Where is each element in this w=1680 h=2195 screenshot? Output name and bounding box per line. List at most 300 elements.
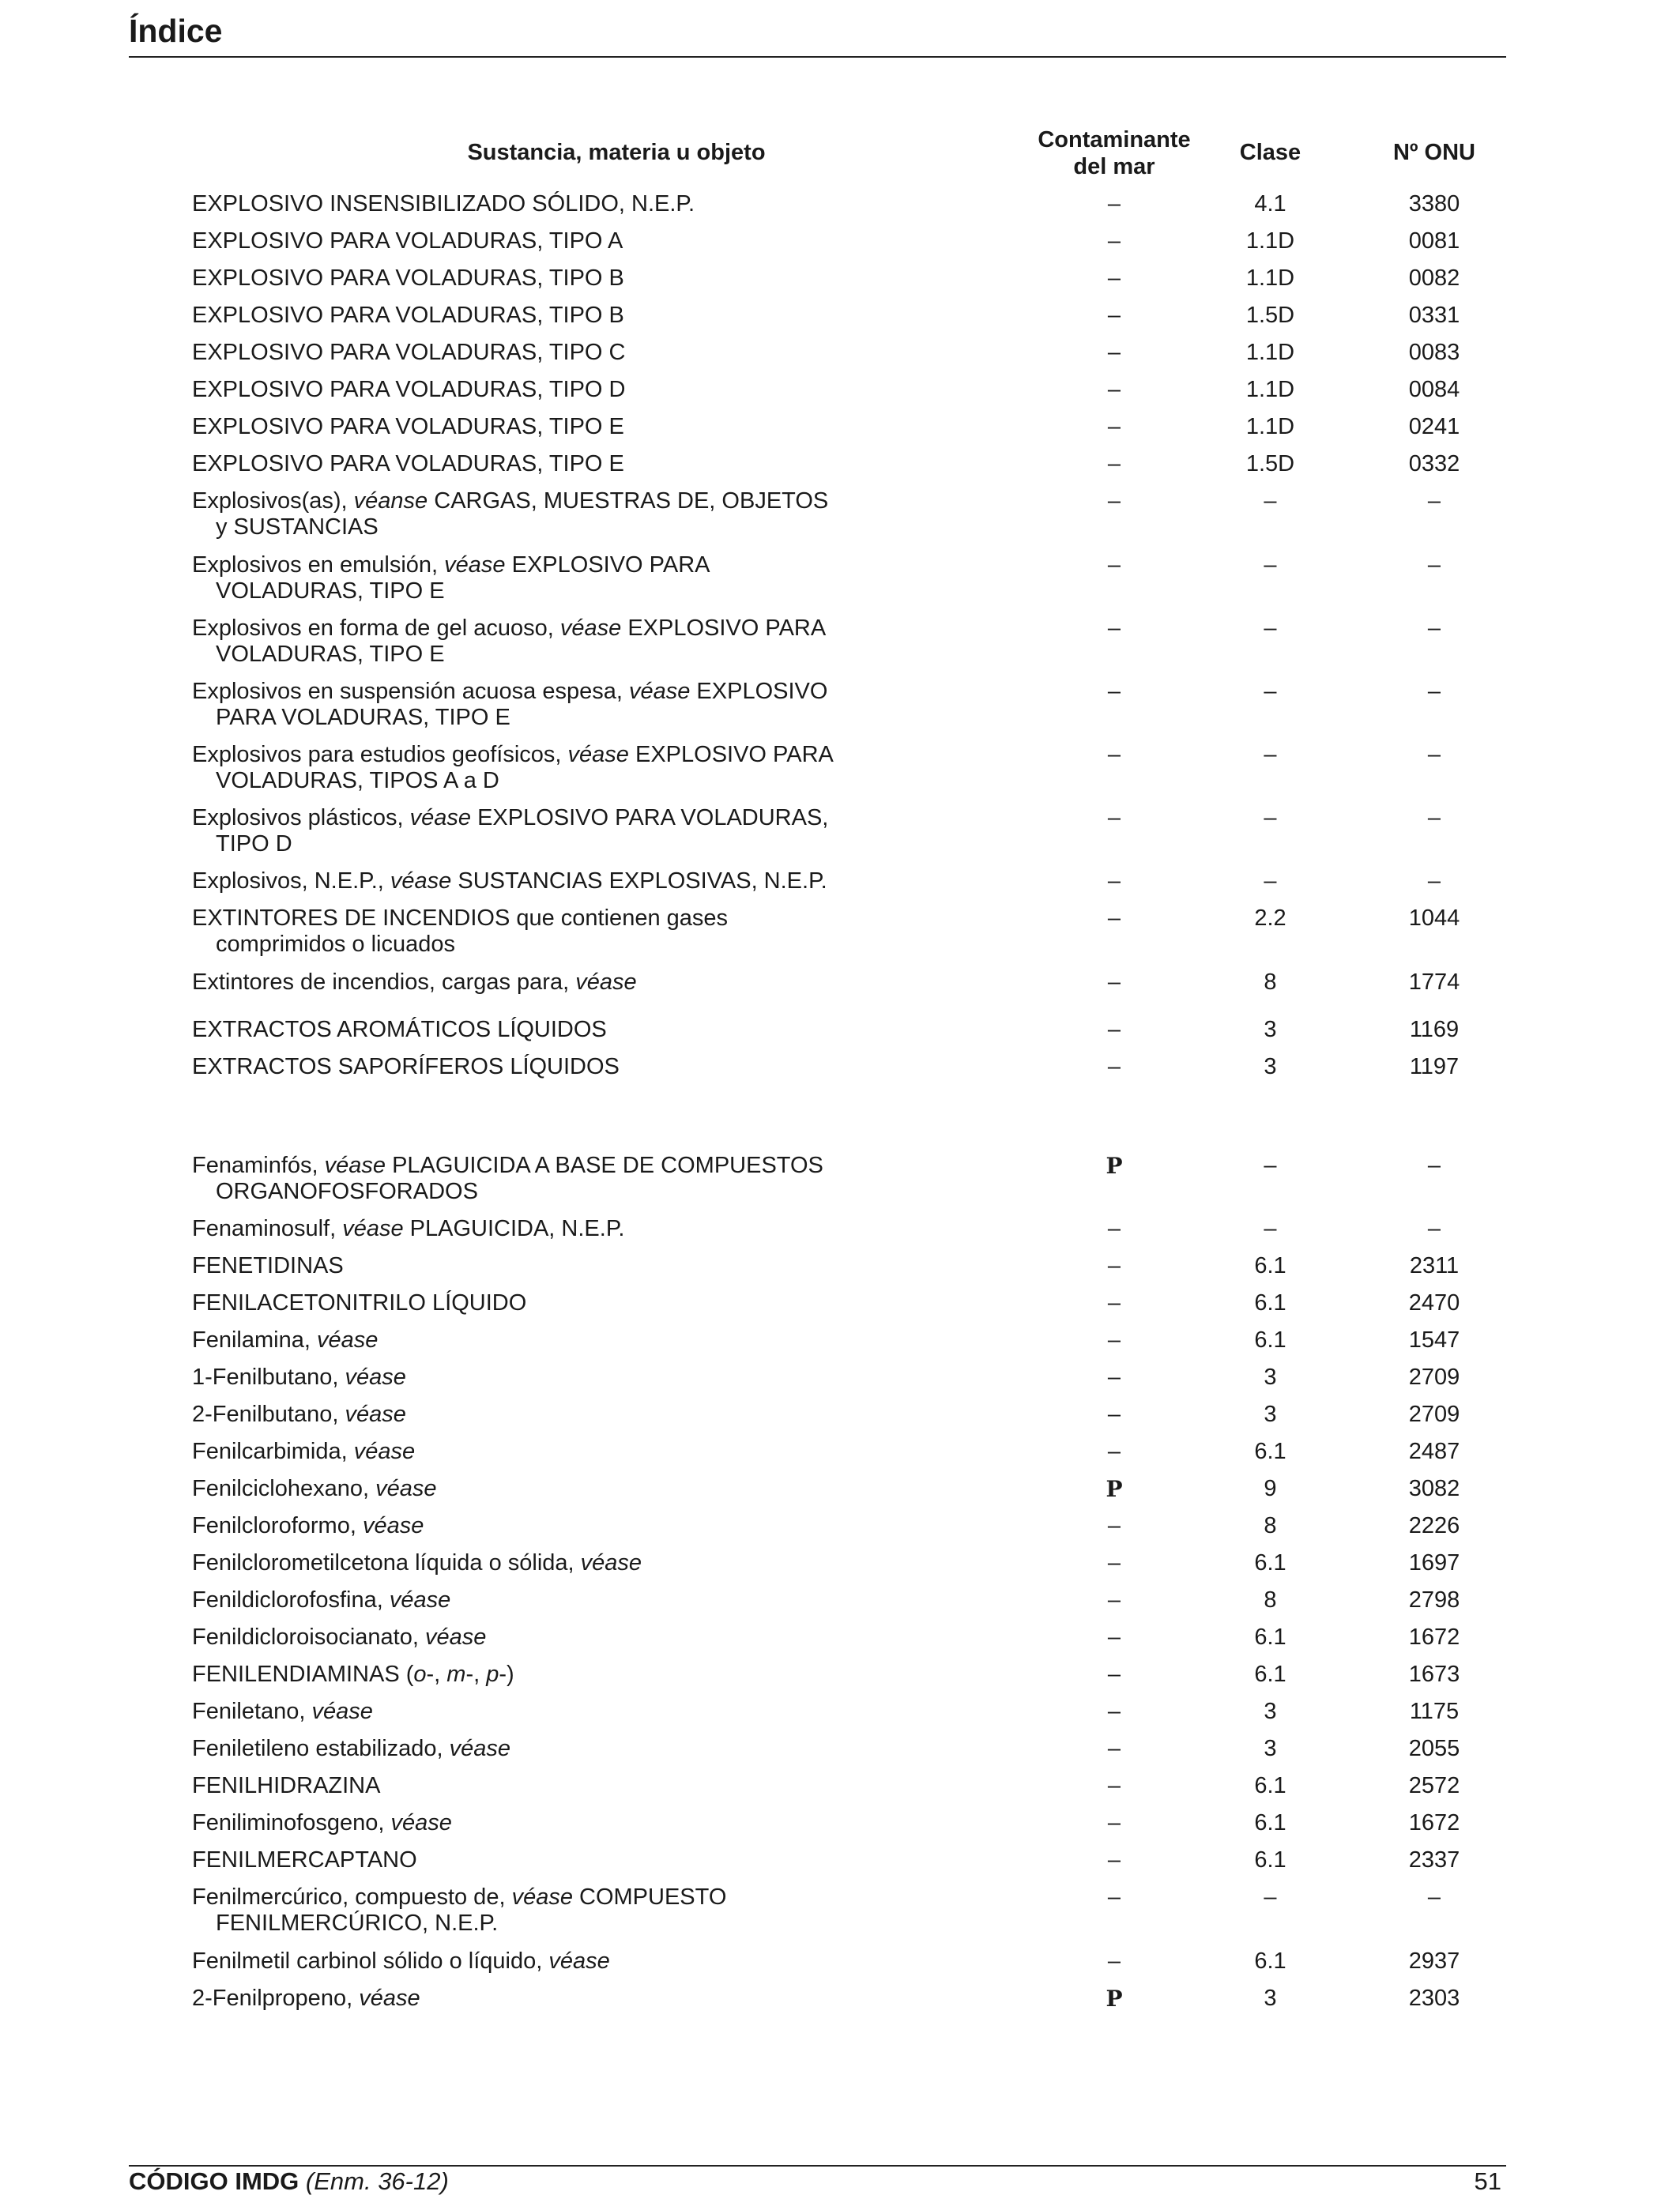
substance-name bbox=[192, 969, 637, 995]
un-number-cell: – bbox=[1427, 805, 1441, 830]
see-reference-text: véase bbox=[359, 1986, 420, 2011]
substance-cell bbox=[192, 340, 864, 366]
substance-name bbox=[192, 1439, 415, 1464]
entry-text: PLAGUICIDA A BASE DE COMPUESTOS bbox=[386, 1153, 823, 1178]
see-reference-text: véase bbox=[548, 1948, 610, 1974]
class-cell: – bbox=[1264, 679, 1277, 704]
column-header-substance: Sustancia, materia u objeto bbox=[467, 140, 766, 165]
entry-text: COMPUESTO bbox=[572, 1884, 727, 1910]
entry-text: Explosivos para estudios geofísicos, bbox=[192, 742, 568, 767]
entry-text: EXTRACTOS AROMÁTICOS LÍQUIDOS bbox=[192, 1017, 607, 1042]
see-reference-text: véase bbox=[559, 616, 622, 641]
class-cell: 8 bbox=[1264, 1587, 1277, 1613]
entry-text: EXPLOSIVO bbox=[690, 679, 828, 704]
class-cell: 6.1 bbox=[1254, 1625, 1286, 1650]
substance-name-continuation bbox=[192, 642, 864, 668]
substance-name bbox=[192, 1290, 526, 1316]
substance-name bbox=[192, 1699, 373, 1724]
class-cell: 6.1 bbox=[1254, 1662, 1286, 1687]
substance-cell bbox=[192, 1054, 864, 1080]
entry-text: Explosivos(as), bbox=[192, 488, 354, 514]
class-cell: 1.5D bbox=[1245, 303, 1295, 328]
substance-cell bbox=[192, 1625, 864, 1651]
un-number-cell: – bbox=[1427, 1153, 1441, 1178]
class-cell: 1.1D bbox=[1245, 228, 1295, 254]
see-reference-text: véase bbox=[444, 552, 506, 578]
substance-cell bbox=[192, 265, 864, 292]
entry-text: Explosivos en suspensión acuosa espesa, bbox=[192, 679, 629, 704]
entry-text: 2-Fenilpropeno, bbox=[192, 1986, 360, 2011]
see-reference-text: véase bbox=[375, 1476, 437, 1501]
class-cell: 3 bbox=[1264, 1402, 1277, 1427]
marine-pollutant-cell: – bbox=[1107, 1810, 1121, 1835]
marine-pollutant-cell: – bbox=[1107, 303, 1121, 328]
entry-text: EXPLOSIVO PARA VOLADURAS, bbox=[471, 805, 829, 830]
un-number-cell: – bbox=[1427, 488, 1441, 514]
marine-pollutant-cell: – bbox=[1107, 488, 1121, 514]
substance-name bbox=[192, 1017, 607, 1042]
substance-name bbox=[192, 451, 624, 476]
marine-pollutant-cell: – bbox=[1107, 1402, 1121, 1427]
un-number-cell: 1673 bbox=[1408, 1662, 1460, 1687]
entry-text: FENILENDIAMINAS ( bbox=[192, 1662, 414, 1687]
substance-cell bbox=[192, 1365, 864, 1391]
substance-cell bbox=[192, 377, 864, 403]
marine-pollutant-cell: – bbox=[1107, 1365, 1121, 1390]
substance-name bbox=[192, 1847, 417, 1873]
entry-text: y SUSTANCIAS bbox=[216, 514, 379, 540]
un-number-cell: 0082 bbox=[1408, 265, 1460, 291]
entry-text: VOLADURAS, TIPOS A a D bbox=[216, 768, 499, 793]
class-cell: 1.1D bbox=[1245, 340, 1295, 365]
un-number-cell: 2709 bbox=[1408, 1402, 1460, 1427]
entry-text: comprimidos o licuados bbox=[216, 932, 456, 957]
class-cell: 6.1 bbox=[1254, 1773, 1286, 1798]
substance-name bbox=[192, 1736, 510, 1761]
un-number-cell: 2798 bbox=[1408, 1587, 1460, 1613]
substance-name bbox=[192, 742, 834, 767]
see-reference-text: p bbox=[486, 1662, 499, 1687]
un-number-cell: 2303 bbox=[1408, 1986, 1460, 2011]
un-number-cell: 1044 bbox=[1408, 905, 1460, 931]
marine-pollutant-cell: – bbox=[1107, 616, 1121, 641]
class-cell: 8 bbox=[1264, 1513, 1277, 1538]
entry-text: Feniletileno estabilizado, bbox=[192, 1736, 450, 1761]
marine-pollutant-cell: – bbox=[1107, 1327, 1121, 1353]
entry-text: -, bbox=[465, 1662, 487, 1687]
class-cell: 6.1 bbox=[1254, 1439, 1286, 1464]
substance-name bbox=[192, 228, 623, 254]
class-cell: 1.1D bbox=[1245, 414, 1295, 439]
un-number-cell: 1672 bbox=[1408, 1810, 1460, 1835]
substance-cell bbox=[192, 1736, 864, 1762]
entry-text: EXPLOSIVO PARA bbox=[505, 552, 710, 578]
substance-name-continuation bbox=[192, 514, 864, 540]
see-reference-text: véase bbox=[409, 805, 472, 830]
substance-name bbox=[192, 1402, 406, 1427]
see-reference-text: véase bbox=[449, 1736, 511, 1761]
class-cell: 6.1 bbox=[1254, 1290, 1286, 1316]
see-reference-text: véase bbox=[324, 1153, 386, 1178]
substance-name-continuation bbox=[192, 1911, 864, 1937]
substance-cell bbox=[192, 1847, 864, 1873]
marine-pollutant-cell: P bbox=[1106, 1986, 1123, 2012]
substance-name bbox=[192, 552, 710, 578]
substance-cell bbox=[192, 191, 864, 217]
class-cell: 6.1 bbox=[1254, 1847, 1286, 1873]
class-cell: 3 bbox=[1264, 1017, 1277, 1042]
class-cell: 6.1 bbox=[1254, 1550, 1286, 1576]
substance-cell bbox=[192, 1884, 864, 1937]
marine-pollutant-cell: – bbox=[1107, 1699, 1121, 1724]
see-reference-text: véase bbox=[390, 868, 452, 894]
page-number: 51 bbox=[1474, 2167, 1501, 2195]
substance-name bbox=[192, 1884, 726, 1910]
substance-name bbox=[192, 414, 624, 439]
substance-cell bbox=[192, 1476, 864, 1502]
un-number-cell: 2337 bbox=[1408, 1847, 1460, 1873]
class-cell: 3 bbox=[1264, 1736, 1277, 1761]
class-cell: – bbox=[1264, 742, 1277, 767]
marine-pollutant-cell: – bbox=[1107, 1017, 1121, 1042]
un-number-cell: – bbox=[1427, 1216, 1441, 1241]
substance-name bbox=[192, 1550, 642, 1576]
marine-pollutant-cell: – bbox=[1107, 1736, 1121, 1761]
un-number-cell: – bbox=[1427, 616, 1441, 641]
un-number-cell: 0241 bbox=[1408, 414, 1460, 439]
substance-cell bbox=[192, 1986, 864, 2012]
substance-cell bbox=[192, 1216, 864, 1242]
entry-text: Explosivos en forma de gel acuoso, bbox=[192, 616, 560, 641]
class-cell: – bbox=[1264, 805, 1277, 830]
un-number-cell: 1197 bbox=[1409, 1054, 1460, 1079]
marine-pollutant-cell: – bbox=[1107, 552, 1121, 578]
class-cell: 6.1 bbox=[1254, 1253, 1286, 1278]
substance-cell bbox=[192, 1153, 864, 1205]
substance-cell bbox=[192, 1662, 864, 1688]
marine-pollutant-cell: – bbox=[1107, 905, 1121, 931]
class-cell: 3 bbox=[1264, 1365, 1277, 1390]
un-number-cell: 2470 bbox=[1408, 1290, 1460, 1316]
substance-name bbox=[192, 303, 624, 328]
substance-name bbox=[192, 1587, 450, 1613]
un-number-cell: 0083 bbox=[1408, 340, 1460, 365]
un-number-cell: 1175 bbox=[1409, 1699, 1460, 1724]
un-number-cell: 0084 bbox=[1408, 377, 1460, 402]
un-number-cell: – bbox=[1427, 868, 1441, 894]
marine-pollutant-cell: – bbox=[1107, 1884, 1121, 1910]
substance-cell bbox=[192, 488, 864, 540]
entry-text: 2-Fenilbutano, bbox=[192, 1402, 345, 1427]
entry-text: ORGANOFOSFORADOS bbox=[216, 1179, 478, 1204]
class-cell: – bbox=[1264, 1216, 1277, 1241]
entry-text: Fenilcloroformo, bbox=[192, 1513, 363, 1538]
class-cell: – bbox=[1264, 488, 1277, 514]
entry-text: EXPLOSIVO PARA VOLADURAS, TIPO B bbox=[192, 265, 624, 291]
footer-code: CÓDIGO IMDG bbox=[129, 2167, 299, 2195]
marine-pollutant-cell: – bbox=[1107, 340, 1121, 365]
class-cell: 3 bbox=[1264, 1054, 1277, 1079]
entry-text: EXPLOSIVO PARA VOLADURAS, TIPO E bbox=[192, 414, 624, 439]
substance-cell bbox=[192, 1290, 864, 1316]
substance-name-continuation bbox=[192, 831, 864, 857]
marine-pollutant-cell: – bbox=[1107, 1216, 1121, 1241]
un-number-cell: 2311 bbox=[1409, 1253, 1460, 1278]
class-cell: 1.1D bbox=[1245, 377, 1295, 402]
class-cell: 4.1 bbox=[1254, 191, 1286, 216]
substance-name bbox=[192, 679, 827, 704]
see-reference-text: véase bbox=[424, 1625, 487, 1650]
see-reference-text: véase bbox=[580, 1550, 642, 1576]
marine-pollutant-cell: – bbox=[1107, 1290, 1121, 1316]
substance-name bbox=[192, 1986, 420, 2011]
entry-text: Fenaminosulf, bbox=[192, 1216, 343, 1241]
class-cell: 1.1D bbox=[1245, 265, 1295, 291]
un-number-cell: 2226 bbox=[1408, 1513, 1460, 1538]
class-cell: 2.2 bbox=[1254, 905, 1286, 931]
class-cell: – bbox=[1264, 616, 1277, 641]
marine-pollutant-cell: – bbox=[1107, 868, 1121, 894]
un-number-cell: 1547 bbox=[1408, 1327, 1460, 1353]
substance-name bbox=[192, 1216, 624, 1241]
substance-name bbox=[192, 340, 626, 365]
substance-cell bbox=[192, 414, 864, 440]
marine-pollutant-cell: – bbox=[1107, 1587, 1121, 1613]
marine-pollutant-cell: – bbox=[1107, 265, 1121, 291]
marine-pollutant-cell: – bbox=[1107, 805, 1121, 830]
see-reference-text: véase bbox=[353, 1439, 416, 1464]
un-number-cell: 0332 bbox=[1408, 451, 1460, 476]
un-number-cell: 2709 bbox=[1408, 1365, 1460, 1390]
entry-text: Fenilcarbimida, bbox=[192, 1439, 354, 1464]
see-reference-text: véase bbox=[511, 1884, 573, 1910]
see-reference-text: véase bbox=[390, 1810, 452, 1835]
substance-cell bbox=[192, 868, 864, 894]
marine-pollutant-cell: – bbox=[1107, 679, 1121, 704]
entry-text: FENETIDINAS bbox=[192, 1253, 344, 1278]
see-reference-text: véase bbox=[628, 679, 691, 704]
column-header-un-number: Nº ONU bbox=[1392, 140, 1476, 165]
marine-pollutant-cell: – bbox=[1107, 1550, 1121, 1576]
entry-text: EXPLOSIVO PARA VOLADURAS, TIPO D bbox=[192, 377, 626, 402]
substance-name bbox=[192, 1773, 380, 1798]
entry-text: -, bbox=[426, 1662, 447, 1687]
class-cell: 3 bbox=[1264, 1699, 1277, 1724]
un-number-cell: 1697 bbox=[1408, 1550, 1460, 1576]
class-cell: 1.5D bbox=[1245, 451, 1295, 476]
entry-text: FENILHIDRAZINA bbox=[192, 1773, 381, 1798]
substance-name bbox=[192, 1054, 620, 1079]
entry-text: EXPLOSIVO PARA VOLADURAS, TIPO B bbox=[192, 303, 624, 328]
marine-pollutant-cell: – bbox=[1107, 1054, 1121, 1079]
substance-cell bbox=[192, 742, 864, 794]
marine-pollutant-cell: – bbox=[1107, 377, 1121, 402]
substance-cell bbox=[192, 552, 864, 604]
column-header-marine-pollutant-line1: Contaminante bbox=[1038, 127, 1191, 152]
substance-cell bbox=[192, 1439, 864, 1465]
entry-text: Fenilmetil carbinol sólido o líquido, bbox=[192, 1948, 549, 1974]
un-number-cell: 2937 bbox=[1408, 1948, 1460, 1974]
entry-text: -) bbox=[499, 1662, 514, 1687]
see-reference-text: véase bbox=[575, 969, 637, 995]
substance-name bbox=[192, 1810, 452, 1835]
marine-pollutant-cell: P bbox=[1106, 1153, 1123, 1179]
see-reference-text: m bbox=[446, 1662, 466, 1687]
marine-pollutant-cell: – bbox=[1107, 1662, 1121, 1687]
substance-name bbox=[192, 905, 728, 931]
entry-text: Explosivos, N.E.P., bbox=[192, 868, 390, 894]
footer-rule bbox=[129, 2165, 1506, 2167]
see-reference-text: véase bbox=[362, 1513, 424, 1538]
substance-name bbox=[192, 377, 626, 402]
see-reference-text: véanse bbox=[353, 488, 428, 514]
substance-cell bbox=[192, 969, 864, 996]
marine-pollutant-cell: – bbox=[1107, 1439, 1121, 1464]
substance-cell bbox=[192, 1550, 864, 1576]
substance-name-continuation bbox=[192, 768, 864, 794]
entry-text: Feniletano, bbox=[192, 1699, 312, 1724]
substance-cell bbox=[192, 1402, 864, 1428]
see-reference-text: véase bbox=[311, 1699, 373, 1724]
entry-text: Fenildicloroisocianato, bbox=[192, 1625, 425, 1650]
marine-pollutant-cell: P bbox=[1106, 1476, 1123, 1502]
entry-text: FENILMERCÚRICO, N.E.P. bbox=[216, 1911, 499, 1936]
un-number-cell: – bbox=[1427, 552, 1441, 578]
class-cell: – bbox=[1264, 1884, 1277, 1910]
footer-title bbox=[129, 2167, 449, 2195]
class-cell: 6.1 bbox=[1254, 1327, 1286, 1353]
substance-cell bbox=[192, 805, 864, 857]
un-number-cell: – bbox=[1427, 1884, 1441, 1910]
substance-name-continuation bbox=[192, 578, 864, 604]
class-cell: 3 bbox=[1264, 1986, 1277, 2011]
entry-text: Fenildiclorofosfina, bbox=[192, 1587, 390, 1613]
un-number-cell: 1672 bbox=[1408, 1625, 1460, 1650]
substance-name bbox=[192, 1476, 437, 1501]
marine-pollutant-cell: – bbox=[1107, 1253, 1121, 1278]
substance-name bbox=[192, 1948, 610, 1974]
un-number-cell: 0081 bbox=[1408, 228, 1460, 254]
substance-name bbox=[192, 488, 828, 514]
substance-name-continuation bbox=[192, 1179, 864, 1205]
substance-cell bbox=[192, 228, 864, 254]
class-cell: 6.1 bbox=[1254, 1810, 1286, 1835]
entry-text: Extintores de incendios, cargas para, bbox=[192, 969, 576, 995]
entry-text: TIPO D bbox=[216, 831, 292, 857]
entry-text: EXPLOSIVO PARA bbox=[628, 742, 834, 767]
see-reference-text: véase bbox=[567, 742, 629, 767]
page-title: Índice bbox=[129, 13, 223, 49]
see-reference-text: véase bbox=[345, 1365, 406, 1390]
substance-cell bbox=[192, 1327, 864, 1354]
marine-pollutant-cell: – bbox=[1107, 742, 1121, 767]
marine-pollutant-cell: – bbox=[1107, 1847, 1121, 1873]
entry-text: EXPLOSIVO PARA VOLADURAS, TIPO C bbox=[192, 340, 626, 365]
marine-pollutant-cell: – bbox=[1107, 451, 1121, 476]
un-number-cell: 3380 bbox=[1408, 191, 1460, 216]
class-cell: – bbox=[1264, 1153, 1277, 1178]
marine-pollutant-cell: – bbox=[1107, 1773, 1121, 1798]
substance-name bbox=[192, 1625, 486, 1650]
substance-cell bbox=[192, 905, 864, 958]
entry-text: EXPLOSIVO PARA VOLADURAS, TIPO A bbox=[192, 228, 623, 254]
entry-text: 1-Fenilbutano, bbox=[192, 1365, 345, 1390]
entry-text: Fenaminfós, bbox=[192, 1153, 325, 1178]
see-reference-text: véase bbox=[316, 1327, 379, 1353]
class-cell: 9 bbox=[1264, 1476, 1277, 1501]
substance-cell bbox=[192, 1253, 864, 1279]
un-number-cell: – bbox=[1427, 679, 1441, 704]
un-number-cell: 2487 bbox=[1408, 1439, 1460, 1464]
footer-amendment: (Enm. 36-12) bbox=[305, 2167, 449, 2195]
marine-pollutant-cell: – bbox=[1107, 228, 1121, 254]
entry-text: Fenilamina, bbox=[192, 1327, 317, 1353]
entry-text: CARGAS, MUESTRAS DE, OBJETOS bbox=[428, 488, 829, 514]
substance-name bbox=[192, 1662, 514, 1687]
substance-name bbox=[192, 265, 624, 291]
substance-cell bbox=[192, 679, 864, 731]
marine-pollutant-cell: – bbox=[1107, 1948, 1121, 1974]
entry-text: Explosivos en emulsión, bbox=[192, 552, 445, 578]
substance-name bbox=[192, 1365, 406, 1390]
entry-text: FENILACETONITRILO LÍQUIDO bbox=[192, 1290, 527, 1316]
un-number-cell: 2572 bbox=[1408, 1773, 1460, 1798]
see-reference-text: véase bbox=[345, 1402, 406, 1427]
substance-cell bbox=[192, 1699, 864, 1725]
marine-pollutant-cell: – bbox=[1107, 1513, 1121, 1538]
substance-name bbox=[192, 1253, 344, 1278]
entry-text: FENILMERCAPTANO bbox=[192, 1847, 417, 1873]
substance-cell bbox=[192, 1773, 864, 1799]
entry-text: VOLADURAS, TIPO E bbox=[216, 642, 445, 667]
marine-pollutant-cell: – bbox=[1107, 1625, 1121, 1650]
substance-name-continuation bbox=[192, 932, 864, 958]
entry-text: Fenilclorometilcetona líquida o sólida, bbox=[192, 1550, 581, 1576]
substance-name bbox=[192, 1327, 378, 1353]
un-number-cell: 1169 bbox=[1409, 1017, 1460, 1042]
substance-cell bbox=[192, 1017, 864, 1043]
entry-text: Feniliminofosgeno, bbox=[192, 1810, 391, 1835]
column-header-marine-pollutant-line2: del mar bbox=[1073, 154, 1155, 179]
entry-text: EXPLOSIVO INSENSIBILIZADO SÓLIDO, N.E.P. bbox=[192, 191, 695, 216]
entry-text: SUSTANCIAS EXPLOSIVAS, N.E.P. bbox=[451, 868, 827, 894]
un-number-cell: 3082 bbox=[1408, 1476, 1460, 1501]
class-cell: – bbox=[1264, 552, 1277, 578]
entry-text: PARA VOLADURAS, TIPO E bbox=[216, 705, 510, 730]
substance-name bbox=[192, 805, 828, 830]
substance-cell bbox=[192, 303, 864, 329]
substance-name bbox=[192, 191, 695, 216]
column-header-class: Clase bbox=[1239, 140, 1301, 165]
substance-cell bbox=[192, 1513, 864, 1539]
entry-text: Fenilmercúrico, compuesto de, bbox=[192, 1884, 512, 1910]
un-number-cell: 0331 bbox=[1408, 303, 1460, 328]
see-reference-text: véase bbox=[389, 1587, 451, 1613]
marine-pollutant-cell: – bbox=[1107, 414, 1121, 439]
class-cell: – bbox=[1264, 868, 1277, 894]
entry-text: Fenilciclohexano, bbox=[192, 1476, 376, 1501]
substance-cell bbox=[192, 1810, 864, 1836]
marine-pollutant-cell: – bbox=[1107, 191, 1121, 216]
substance-name-continuation bbox=[192, 705, 864, 731]
see-reference-text: véase bbox=[342, 1216, 404, 1241]
substance-cell bbox=[192, 1948, 864, 1975]
see-reference-text: o bbox=[413, 1662, 427, 1687]
substance-name bbox=[192, 868, 827, 894]
class-cell: 8 bbox=[1264, 969, 1277, 995]
substance-cell bbox=[192, 616, 864, 668]
un-number-cell: – bbox=[1427, 742, 1441, 767]
